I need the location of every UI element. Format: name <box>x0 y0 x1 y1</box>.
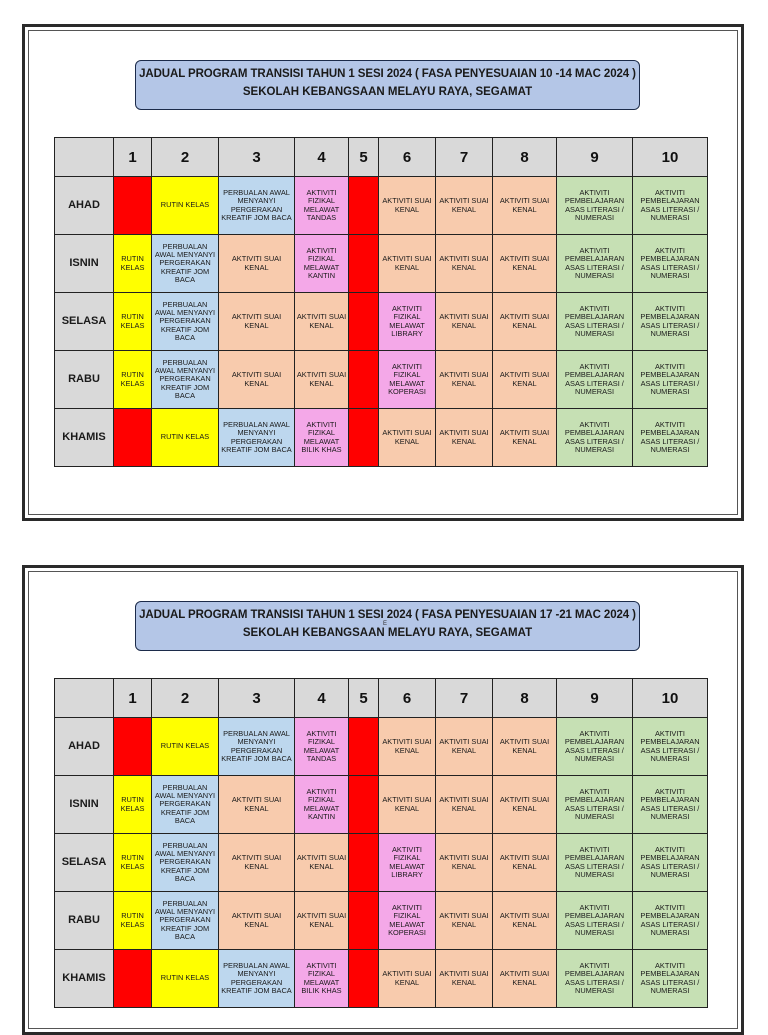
column-header-10: 10 <box>633 138 708 177</box>
cell-text: AKTIVITI SUAI KENAL <box>499 312 550 330</box>
cell-text: AKTIVITI PEMBELAJARAN ASAS LITERASI / NUMERASI <box>640 787 700 821</box>
cell-text: AKTIVITI PEMBELAJARAN ASAS LITERASI / NUMERASI <box>640 729 700 763</box>
cell-text: AKTIVITI SUAI KENAL <box>439 254 489 272</box>
empty-slot <box>349 351 379 409</box>
cell-text: AKTIVITI FIZIKAL MELAWAT KANTIN <box>303 787 340 821</box>
slot-rutin-kelas <box>114 351 152 409</box>
schedule-page-2 <box>22 565 744 1035</box>
cell-text: AKTIVITI PEMBELAJARAN ASAS LITERASI / NUMERASI <box>564 362 625 396</box>
empty-slot <box>114 718 152 776</box>
cell-text: AKTIVITI SUAI KENAL <box>231 254 282 272</box>
cell-text: AKTIVITI PEMBELAJARAN ASAS LITERASI / NUMERASI <box>640 845 700 879</box>
slot-aktiviti-suai-kenal <box>493 409 557 467</box>
cell-text: RUTIN KELAS <box>160 432 210 442</box>
slot-aktiviti-pembelajaran <box>633 293 708 351</box>
cell-text: AKTIVITI SUAI KENAL <box>439 196 489 214</box>
day-label: SELASA <box>55 834 114 892</box>
cell-text: AKTIVITI SUAI KENAL <box>499 370 550 388</box>
slot-aktiviti-fizikal <box>295 177 349 235</box>
table-row <box>55 892 708 950</box>
slot-rutin-kelas <box>114 892 152 950</box>
cell-text: PERBUALAN AWAL MENYANYI PERGERAKAN KREATIF JOM BACA <box>154 299 216 342</box>
schedule-table <box>54 137 708 467</box>
slot-aktiviti-suai-kenal <box>295 293 349 351</box>
cell-text: AKTIVITI FIZIKAL MELAWAT TANDAS <box>303 188 340 222</box>
cell-text: AKTIVITI SUAI KENAL <box>439 312 489 330</box>
slot-aktiviti-pembelajaran <box>633 834 708 892</box>
slot-aktiviti-fizikal <box>295 950 349 1008</box>
cell-text: PERBUALAN AWAL MENYANYI PERGERAKAN KREATIF JOM BACA <box>221 420 292 454</box>
column-header-8: 8 <box>493 679 557 718</box>
cell-text: AKTIVITI SUAI KENAL <box>296 312 347 330</box>
slot-aktiviti-pembelajaran <box>557 177 633 235</box>
column-header-4: 4 <box>295 138 349 177</box>
slot-aktiviti-suai-kenal <box>379 718 436 776</box>
cell-text: PERBUALAN AWAL MENYANYI PERGERAKAN KREATIF JOM BACA <box>221 729 292 763</box>
cell-text: RUTIN KELAS <box>120 911 145 929</box>
slot-aktiviti-pembelajaran <box>633 177 708 235</box>
slot-rutin-kelas <box>114 293 152 351</box>
cell-text: AKTIVITI SUAI KENAL <box>499 428 550 446</box>
column-header-5: 5 <box>349 679 379 718</box>
slot-aktiviti-pembelajaran <box>557 718 633 776</box>
column-header-9: 9 <box>557 138 633 177</box>
slot-aktiviti-fizikal <box>379 351 436 409</box>
day-label: KHAMIS <box>55 409 114 467</box>
slot-aktiviti-pembelajaran <box>557 235 633 293</box>
cell-text: AKTIVITI SUAI KENAL <box>499 969 550 987</box>
table-row <box>55 776 708 834</box>
slot-aktiviti-pembelajaran <box>557 409 633 467</box>
empty-slot <box>349 409 379 467</box>
cell-text: RUTIN KELAS <box>120 312 145 330</box>
slot-aktiviti-suai-kenal <box>436 351 493 409</box>
slot-perbualan-awal <box>219 409 295 467</box>
cell-text: PERBUALAN AWAL MENYANYI PERGERAKAN KREATIF JOM BACA <box>154 782 216 825</box>
column-header-1: 1 <box>114 679 152 718</box>
column-header-5: 5 <box>349 138 379 177</box>
slot-aktiviti-fizikal <box>379 293 436 351</box>
slot-perbualan-awal <box>152 892 219 950</box>
table-row <box>55 177 708 235</box>
empty-slot <box>349 950 379 1008</box>
cell-text: AKTIVITI PEMBELAJARAN ASAS LITERASI / NUMERASI <box>640 961 700 995</box>
cell-text: AKTIVITI FIZIKAL MELAWAT BILIK KHAS <box>301 420 342 454</box>
slot-aktiviti-suai-kenal <box>436 293 493 351</box>
slot-aktiviti-pembelajaran <box>633 235 708 293</box>
slot-aktiviti-suai-kenal <box>379 177 436 235</box>
column-header-3: 3 <box>219 679 295 718</box>
cell-text: AKTIVITI PEMBELAJARAN ASAS LITERASI / NUMERASI <box>564 188 625 222</box>
empty-slot <box>114 950 152 1008</box>
slot-aktiviti-suai-kenal <box>436 776 493 834</box>
slot-rutin-kelas <box>152 409 219 467</box>
slot-aktiviti-suai-kenal <box>436 834 493 892</box>
cell-text: PERBUALAN AWAL MENYANYI PERGERAKAN KREATIF JOM BACA <box>221 961 292 995</box>
slot-perbualan-awal <box>152 834 219 892</box>
cell-text: AKTIVITI FIZIKAL MELAWAT KOPERASI <box>388 903 426 937</box>
cell-text: AKTIVITI PEMBELAJARAN ASAS LITERASI / NUMERASI <box>564 845 625 879</box>
slot-aktiviti-suai-kenal <box>219 293 295 351</box>
slot-aktiviti-pembelajaran <box>633 718 708 776</box>
cell-text: AKTIVITI SUAI KENAL <box>499 196 550 214</box>
cell-text: AKTIVITI SUAI KENAL <box>499 737 550 755</box>
slot-aktiviti-suai-kenal <box>379 776 436 834</box>
slot-aktiviti-pembelajaran <box>557 293 633 351</box>
day-label: ISNIN <box>55 235 114 293</box>
slot-aktiviti-fizikal <box>295 235 349 293</box>
day-label: SELASA <box>55 293 114 351</box>
slot-aktiviti-fizikal <box>379 834 436 892</box>
cell-text: AKTIVITI SUAI KENAL <box>382 196 432 214</box>
slot-rutin-kelas <box>114 776 152 834</box>
slot-aktiviti-suai-kenal <box>493 177 557 235</box>
slot-aktiviti-suai-kenal <box>493 776 557 834</box>
slot-aktiviti-suai-kenal <box>493 235 557 293</box>
cell-text: PERBUALAN AWAL MENYANYI PERGERAKAN KREATIF JOM BACA <box>154 840 216 883</box>
header-corner <box>55 138 114 177</box>
cell-text: AKTIVITI PEMBELAJARAN ASAS LITERASI / NUMERASI <box>640 304 700 338</box>
slot-aktiviti-suai-kenal <box>436 718 493 776</box>
cell-text: AKTIVITI FIZIKAL MELAWAT BILIK KHAS <box>301 961 342 995</box>
slot-aktiviti-suai-kenal <box>493 950 557 1008</box>
cell-text: AKTIVITI SUAI KENAL <box>439 969 489 987</box>
slot-aktiviti-pembelajaran <box>633 409 708 467</box>
cell-text: AKTIVITI FIZIKAL MELAWAT LIBRARY <box>389 304 425 338</box>
slot-aktiviti-fizikal <box>295 409 349 467</box>
cell-text: AKTIVITI SUAI KENAL <box>231 853 282 871</box>
cell-text: RUTIN KELAS <box>160 200 210 210</box>
cell-text: AKTIVITI PEMBELAJARAN ASAS LITERASI / NUMERASI <box>564 420 625 454</box>
header-corner <box>55 679 114 718</box>
cell-text: AKTIVITI SUAI KENAL <box>296 370 347 388</box>
slot-aktiviti-suai-kenal <box>219 235 295 293</box>
slot-perbualan-awal <box>219 950 295 1008</box>
cell-text: AKTIVITI PEMBELAJARAN ASAS LITERASI / NUMERASI <box>564 787 625 821</box>
slot-perbualan-awal <box>152 351 219 409</box>
cell-text: AKTIVITI SUAI KENAL <box>439 853 489 871</box>
slot-perbualan-awal <box>152 293 219 351</box>
table-row <box>55 950 708 1008</box>
column-header-6: 6 <box>379 679 436 718</box>
slot-aktiviti-suai-kenal <box>379 235 436 293</box>
slot-rutin-kelas <box>152 177 219 235</box>
empty-slot <box>349 177 379 235</box>
slot-rutin-kelas <box>152 950 219 1008</box>
slot-aktiviti-pembelajaran <box>557 892 633 950</box>
column-header-6: 6 <box>379 138 436 177</box>
slot-aktiviti-pembelajaran <box>633 776 708 834</box>
slot-aktiviti-pembelajaran <box>557 834 633 892</box>
slot-perbualan-awal <box>219 177 295 235</box>
slot-aktiviti-suai-kenal <box>295 834 349 892</box>
empty-slot <box>349 235 379 293</box>
cell-text: AKTIVITI FIZIKAL MELAWAT KANTIN <box>303 246 340 280</box>
cell-text: AKTIVITI PEMBELAJARAN ASAS LITERASI / NUMERASI <box>564 304 625 338</box>
column-header-3: 3 <box>219 138 295 177</box>
slot-aktiviti-suai-kenal <box>493 834 557 892</box>
cell-text: AKTIVITI SUAI KENAL <box>296 911 347 929</box>
cell-text: PERBUALAN AWAL MENYANYI PERGERAKAN KREATIF JOM BACA <box>154 898 216 941</box>
cell-text: AKTIVITI PEMBELAJARAN ASAS LITERASI / NUMERASI <box>640 362 700 396</box>
slot-aktiviti-suai-kenal <box>436 177 493 235</box>
cell-text: AKTIVITI SUAI KENAL <box>231 795 282 813</box>
cell-text: AKTIVITI PEMBELAJARAN ASAS LITERASI / NUMERASI <box>640 188 700 222</box>
table-row <box>55 834 708 892</box>
column-header-8: 8 <box>493 138 557 177</box>
slot-aktiviti-fizikal <box>379 892 436 950</box>
empty-slot <box>349 776 379 834</box>
empty-slot <box>349 892 379 950</box>
slot-aktiviti-fizikal <box>295 718 349 776</box>
slot-perbualan-awal <box>152 776 219 834</box>
school-name: SEKOLAH KEBANGSAAN MELAYU RAYA, SEGAMAT <box>242 627 533 639</box>
day-label: ISNIN <box>55 776 114 834</box>
slot-aktiviti-pembelajaran <box>557 950 633 1008</box>
cell-text: RUTIN KELAS <box>160 973 210 983</box>
cell-text: AKTIVITI PEMBELAJARAN ASAS LITERASI / NUMERASI <box>640 246 700 280</box>
schedule-title-box <box>135 60 640 110</box>
cell-text: AKTIVITI SUAI KENAL <box>499 254 550 272</box>
schedule-title: JADUAL PROGRAM TRANSISI TAHUN 1 SESI 2024 ( FASA PENYESUAIAN 17 -21 MAC 2024 ) <box>139 609 636 621</box>
cell-text: AKTIVITI PEMBELAJARAN ASAS LITERASI / NUMERASI <box>564 903 625 937</box>
cell-text: AKTIVITI SUAI KENAL <box>499 795 550 813</box>
table-row <box>55 351 708 409</box>
cell-text: RUTIN KELAS <box>120 254 145 272</box>
slot-rutin-kelas <box>114 834 152 892</box>
slot-aktiviti-pembelajaran <box>633 892 708 950</box>
slot-perbualan-awal <box>152 235 219 293</box>
slot-rutin-kelas <box>114 235 152 293</box>
column-header-7: 7 <box>436 138 493 177</box>
cell-text: RUTIN KELAS <box>120 795 145 813</box>
cell-text: AKTIVITI SUAI KENAL <box>231 370 282 388</box>
day-label: KHAMIS <box>55 950 114 1008</box>
cell-text: AKTIVITI SUAI KENAL <box>439 370 489 388</box>
column-header-9: 9 <box>557 679 633 718</box>
cell-text: AKTIVITI SUAI KENAL <box>499 911 550 929</box>
cell-text: RUTIN KELAS <box>120 853 145 871</box>
schedule-title: JADUAL PROGRAM TRANSISI TAHUN 1 SESI 2024 ( FASA PENYESUAIAN 10 -14 MAC 2024 ) <box>139 68 636 80</box>
slot-perbualan-awal <box>219 718 295 776</box>
cell-text: AKTIVITI SUAI KENAL <box>439 428 489 446</box>
cell-text: AKTIVITI SUAI KENAL <box>296 853 347 871</box>
column-header-2: 2 <box>152 679 219 718</box>
cell-text: PERBUALAN AWAL MENYANYI PERGERAKAN KREATIF JOM BACA <box>154 241 216 284</box>
cell-text: AKTIVITI SUAI KENAL <box>382 795 432 813</box>
slot-aktiviti-suai-kenal <box>493 351 557 409</box>
day-label: AHAD <box>55 718 114 776</box>
cell-text: AKTIVITI SUAI KENAL <box>231 312 282 330</box>
cell-text: PERBUALAN AWAL MENYANYI PERGERAKAN KREATIF JOM BACA <box>154 357 216 400</box>
cell-text: AKTIVITI SUAI KENAL <box>231 911 282 929</box>
table-header-row <box>55 138 708 177</box>
stray-mark: E <box>383 621 388 627</box>
slot-aktiviti-pembelajaran <box>557 776 633 834</box>
cell-text: AKTIVITI SUAI KENAL <box>499 853 550 871</box>
day-label: RABU <box>55 351 114 409</box>
cell-text: AKTIVITI SUAI KENAL <box>382 428 432 446</box>
slot-aktiviti-pembelajaran <box>557 351 633 409</box>
cell-text: AKTIVITI PEMBELAJARAN ASAS LITERASI / NUMERASI <box>564 729 625 763</box>
slot-aktiviti-fizikal <box>295 776 349 834</box>
table-row <box>55 718 708 776</box>
empty-slot <box>349 293 379 351</box>
slot-aktiviti-suai-kenal <box>436 950 493 1008</box>
slot-aktiviti-pembelajaran <box>633 351 708 409</box>
slot-rutin-kelas <box>152 718 219 776</box>
column-header-10: 10 <box>633 679 708 718</box>
table-row <box>55 293 708 351</box>
slot-aktiviti-suai-kenal <box>436 409 493 467</box>
slot-aktiviti-suai-kenal <box>436 235 493 293</box>
empty-slot <box>349 834 379 892</box>
slot-aktiviti-pembelajaran <box>633 950 708 1008</box>
slot-aktiviti-suai-kenal <box>436 892 493 950</box>
cell-text: RUTIN KELAS <box>160 741 210 751</box>
day-label: AHAD <box>55 177 114 235</box>
column-header-2: 2 <box>152 138 219 177</box>
slot-aktiviti-suai-kenal <box>379 409 436 467</box>
cell-text: AKTIVITI SUAI KENAL <box>439 737 489 755</box>
cell-text: AKTIVITI SUAI KENAL <box>382 969 432 987</box>
cell-text: PERBUALAN AWAL MENYANYI PERGERAKAN KREATIF JOM BACA <box>221 188 292 222</box>
school-name: SEKOLAH KEBANGSAAN MELAYU RAYA, SEGAMAT <box>242 86 533 98</box>
day-label: RABU <box>55 892 114 950</box>
schedule-page-1 <box>22 24 744 521</box>
table-row <box>55 409 708 467</box>
slot-aktiviti-suai-kenal <box>219 351 295 409</box>
cell-text: AKTIVITI PEMBELAJARAN ASAS LITERASI / NUMERASI <box>564 246 625 280</box>
slot-aktiviti-suai-kenal <box>493 293 557 351</box>
cell-text: AKTIVITI SUAI KENAL <box>439 911 489 929</box>
cell-text: AKTIVITI SUAI KENAL <box>439 795 489 813</box>
column-header-1: 1 <box>114 138 152 177</box>
slot-aktiviti-suai-kenal <box>295 892 349 950</box>
cell-text: AKTIVITI FIZIKAL MELAWAT LIBRARY <box>389 845 425 879</box>
slot-aktiviti-suai-kenal <box>295 351 349 409</box>
cell-text: RUTIN KELAS <box>120 370 145 388</box>
cell-text: AKTIVITI SUAI KENAL <box>382 737 432 755</box>
slot-aktiviti-suai-kenal <box>219 892 295 950</box>
cell-text: AKTIVITI FIZIKAL MELAWAT KOPERASI <box>388 362 426 396</box>
slot-aktiviti-suai-kenal <box>219 776 295 834</box>
cell-text: AKTIVITI FIZIKAL MELAWAT TANDAS <box>303 729 340 763</box>
cell-text: AKTIVITI PEMBELAJARAN ASAS LITERASI / NUMERASI <box>640 903 700 937</box>
slot-aktiviti-suai-kenal <box>379 950 436 1008</box>
slot-aktiviti-suai-kenal <box>493 892 557 950</box>
table-row <box>55 235 708 293</box>
schedule-title-box <box>135 601 640 651</box>
column-header-4: 4 <box>295 679 349 718</box>
slot-aktiviti-suai-kenal <box>493 718 557 776</box>
schedule-table <box>54 678 708 1008</box>
cell-text: AKTIVITI SUAI KENAL <box>382 254 432 272</box>
slot-aktiviti-suai-kenal <box>219 834 295 892</box>
table-header-row <box>55 679 708 718</box>
empty-slot <box>349 718 379 776</box>
column-header-7: 7 <box>436 679 493 718</box>
cell-text: AKTIVITI PEMBELAJARAN ASAS LITERASI / NUMERASI <box>564 961 625 995</box>
empty-slot <box>114 177 152 235</box>
cell-text: AKTIVITI PEMBELAJARAN ASAS LITERASI / NUMERASI <box>640 420 700 454</box>
empty-slot <box>114 409 152 467</box>
